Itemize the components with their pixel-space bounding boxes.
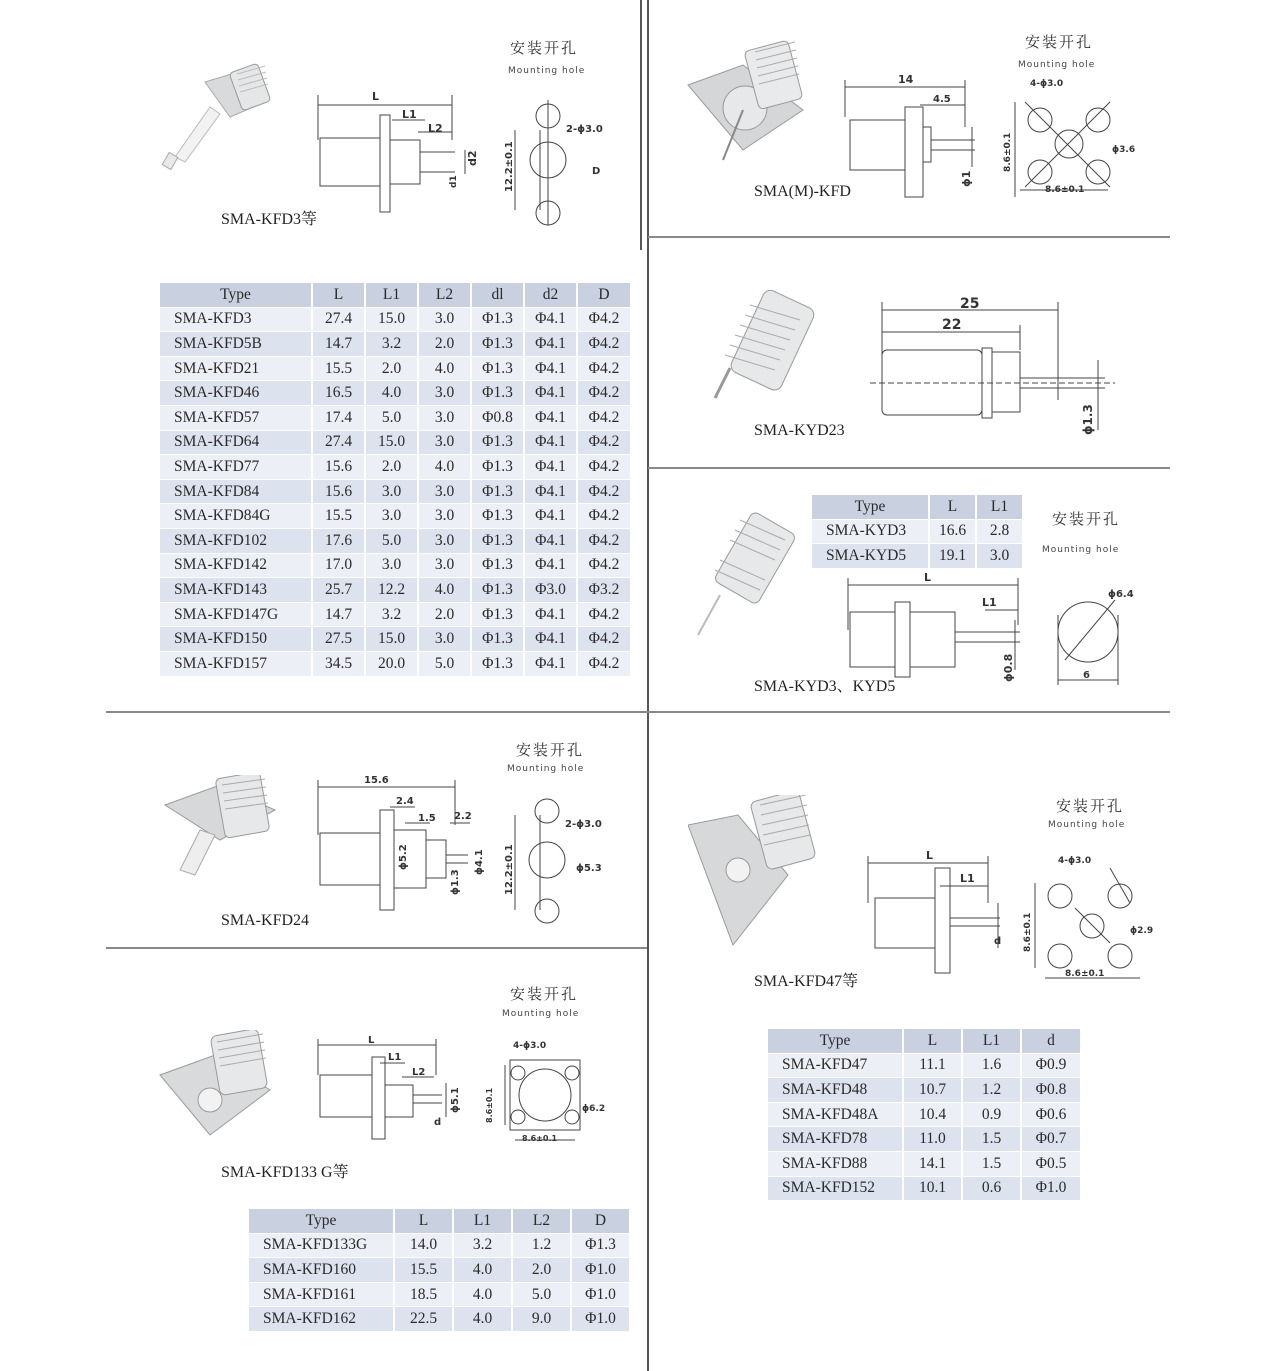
dim-horizontal: 8.6±0.1 <box>1045 185 1085 195</box>
divider-left-lower <box>106 947 647 949</box>
cell: 3.0 <box>366 553 419 578</box>
cell: Φ1.3 <box>472 307 525 332</box>
cell: Φ4.2 <box>578 503 632 528</box>
mount-hole-en-2: Mounting hole <box>1018 60 1096 70</box>
table-row <box>160 356 632 381</box>
dim-vertical: 8.6±0.1 <box>1003 132 1013 172</box>
col-type: Type <box>768 1029 904 1053</box>
mount-hole-cn-1: 安装开孔 <box>510 39 579 57</box>
connector-photo-mkfd <box>683 40 813 200</box>
table-row <box>160 430 632 455</box>
cell: 18.5 <box>395 1282 454 1307</box>
table-row <box>160 528 632 553</box>
col-d: D <box>578 283 632 307</box>
dim-flat: 6 <box>1083 670 1090 681</box>
cell: 5.0 <box>513 1282 572 1307</box>
mount-hole-cn-4: 安装开孔 <box>516 741 585 759</box>
col-type: Type <box>249 1209 395 1233</box>
col-type: Type <box>160 283 313 307</box>
dim-hole: 2-ϕ3.0 <box>565 819 602 830</box>
cell: Φ1.3 <box>572 1233 631 1258</box>
cell: 16.6 <box>930 519 977 544</box>
dim-center: ϕ2.9 <box>1130 926 1154 936</box>
dim-d52: ϕ5.2 <box>398 844 409 870</box>
connector-photo-kfd24 <box>160 775 280 890</box>
table-row <box>249 1282 631 1307</box>
cell: Φ1.3 <box>472 356 525 381</box>
table-kfd47 <box>768 1029 1082 1200</box>
table-row <box>768 1176 1082 1201</box>
cell: Φ4.1 <box>525 553 578 578</box>
cell: 3.0 <box>419 405 472 430</box>
cell: Φ4.1 <box>525 479 578 504</box>
cell: Φ0.8 <box>472 405 525 430</box>
vertical-divider-top-left <box>640 0 642 250</box>
table-row <box>160 380 632 405</box>
cell: 4.0 <box>419 454 472 479</box>
cell: 15.5 <box>313 356 366 381</box>
cell: Φ0.6 <box>1022 1102 1082 1127</box>
cell: 1.5 <box>963 1151 1022 1176</box>
mount-hole-cn-2: 安装开孔 <box>1025 33 1094 51</box>
cell: Φ1.3 <box>472 331 525 356</box>
drawing-kfd47 <box>860 848 1160 988</box>
cell: Φ4.2 <box>578 479 632 504</box>
dim-len: 25 <box>960 296 980 312</box>
table-row <box>768 1053 1082 1078</box>
cell: 14.7 <box>313 602 366 627</box>
cell: Φ4.2 <box>578 651 632 676</box>
cell: 4.0 <box>419 577 472 602</box>
table-row <box>768 1077 1082 1102</box>
dim-l: L <box>926 849 934 862</box>
cell: Φ1.3 <box>472 602 525 627</box>
cell: 20.0 <box>366 651 419 676</box>
cell: Φ1.3 <box>472 528 525 553</box>
cell: 2.0 <box>513 1257 572 1282</box>
dim-l2: L2 <box>412 1067 426 1078</box>
cell: 15.0 <box>366 626 419 651</box>
cell: Φ1.0 <box>572 1257 631 1282</box>
col-l: L <box>930 495 977 519</box>
cell: 11.0 <box>904 1126 963 1151</box>
dim-l1: L1 <box>982 596 997 609</box>
cell: 3.0 <box>419 479 472 504</box>
dim-horizontal: 8.6±0.1 <box>1065 969 1105 979</box>
cell: Φ4.2 <box>578 454 632 479</box>
cell: Φ4.1 <box>525 307 578 332</box>
cell: Φ3.0 <box>525 577 578 602</box>
cell: Φ4.2 <box>578 602 632 627</box>
dim-height: 12.2±0.1 <box>504 844 515 895</box>
cell: 2.8 <box>977 519 1024 544</box>
table-row <box>160 331 632 356</box>
cell: 1.5 <box>963 1126 1022 1151</box>
cell: SMA-KFD21 <box>160 356 313 381</box>
col-l2: L2 <box>419 283 472 307</box>
cell: 3.0 <box>419 528 472 553</box>
dim-dia: ϕ5.1 <box>450 1087 461 1113</box>
cell: 2.0 <box>419 331 472 356</box>
table-row <box>768 1102 1082 1127</box>
table-row <box>160 553 632 578</box>
drawing-kyd23 <box>870 290 1120 440</box>
dim-l: L <box>368 1035 375 1046</box>
col-l: L <box>904 1029 963 1053</box>
vertical-divider-main <box>647 0 649 1371</box>
cell: 3.0 <box>419 380 472 405</box>
cell: SMA-KFD143 <box>160 577 313 602</box>
col-d2: d2 <box>525 283 578 307</box>
cell: 12.2 <box>366 577 419 602</box>
col-d1: dl <box>472 283 525 307</box>
cell: SMA-KFD77 <box>160 454 313 479</box>
cell: Φ0.7 <box>1022 1126 1082 1151</box>
cell: 15.6 <box>313 479 366 504</box>
dim-part: 22 <box>942 317 962 333</box>
table-row <box>160 307 632 332</box>
table-row <box>160 651 632 676</box>
mount-hole-en-3: Mounting hole <box>1042 545 1120 555</box>
cell: 14.0 <box>395 1233 454 1258</box>
cell: SMA-KYD3 <box>812 519 930 544</box>
table-header <box>812 495 1024 519</box>
cell: SMA-KFD48A <box>768 1102 904 1127</box>
cell: SMA-KFD162 <box>249 1306 395 1331</box>
mount-hole-en-5: Mounting hole <box>1048 820 1126 830</box>
cell: 27.4 <box>313 430 366 455</box>
col-l1: L1 <box>366 283 419 307</box>
table-row <box>249 1233 631 1258</box>
cell: 4.0 <box>454 1282 513 1307</box>
dim-d: d <box>434 1117 442 1128</box>
col-l: L <box>395 1209 454 1233</box>
cell: Φ4.2 <box>578 380 632 405</box>
cell: 17.6 <box>313 528 366 553</box>
col-type: Type <box>812 495 930 519</box>
cell: Φ4.1 <box>525 405 578 430</box>
cell: Φ4.2 <box>578 430 632 455</box>
mount-hole-en-6: Mounting hole <box>502 1009 580 1019</box>
cell: 14.1 <box>904 1151 963 1176</box>
cell: 10.7 <box>904 1077 963 1102</box>
cell: SMA-KFD84 <box>160 479 313 504</box>
cell: SMA-KFD102 <box>160 528 313 553</box>
caption-kfd3: SMA-KFD3等 <box>221 211 318 228</box>
col-l1: L1 <box>977 495 1024 519</box>
cell: 1.2 <box>963 1077 1022 1102</box>
dim-d: ϕ5.3 <box>576 863 602 874</box>
cell: 17.4 <box>313 405 366 430</box>
cell: 5.0 <box>419 651 472 676</box>
drawing-kfd3 <box>300 80 630 220</box>
table-row <box>160 454 632 479</box>
dim-hole: ϕ6.4 <box>1108 589 1134 600</box>
caption-kyd23: SMA-KYD23 <box>754 422 845 439</box>
dim-a: 2.4 <box>396 796 414 807</box>
table-kfd3 <box>160 283 632 676</box>
cell: Φ1.3 <box>472 503 525 528</box>
connector-photo-kfd47 <box>688 795 828 965</box>
cell: SMA-KFD64 <box>160 430 313 455</box>
cell: SMA-KFD5B <box>160 331 313 356</box>
dim-l1: L1 <box>388 1052 402 1063</box>
cell: SMA-KFD157 <box>160 651 313 676</box>
divider-right-2 <box>648 467 1170 469</box>
drawing-kfd133 <box>310 1035 630 1155</box>
cell: 3.0 <box>419 307 472 332</box>
mount-hole-en-4: Mounting hole <box>507 764 585 774</box>
cell: Φ4.1 <box>525 626 578 651</box>
cell: Φ4.1 <box>525 331 578 356</box>
cell: SMA-KFD161 <box>249 1282 395 1307</box>
col-l1: L1 <box>454 1209 513 1233</box>
table-header <box>160 283 632 307</box>
cell: 15.5 <box>313 503 366 528</box>
table-row <box>768 1126 1082 1151</box>
cell: SMA-KFD84G <box>160 503 313 528</box>
cell: Φ1.3 <box>472 553 525 578</box>
cell: 15.0 <box>366 430 419 455</box>
cell: 3.0 <box>419 503 472 528</box>
dim-center: ϕ3.6 <box>1112 145 1136 155</box>
col-l: L <box>313 283 366 307</box>
cell: Φ4.1 <box>525 503 578 528</box>
dim-vertical: 8.6±0.1 <box>1023 912 1033 952</box>
dim-holes: 4-ϕ3.0 <box>1030 79 1064 89</box>
cell: Φ1.3 <box>472 479 525 504</box>
cell: 5.0 <box>366 528 419 553</box>
connector-photo-kfd3 <box>155 62 285 177</box>
cell: 34.5 <box>313 651 366 676</box>
col-d: d <box>1022 1029 1082 1053</box>
cell: 3.0 <box>366 503 419 528</box>
cell: 2.0 <box>419 602 472 627</box>
cell: SMA-KFD48 <box>768 1077 904 1102</box>
table-row <box>160 405 632 430</box>
cell: Φ4.1 <box>525 380 578 405</box>
dim-height: 12.2±0.1 <box>504 141 515 192</box>
cell: 15.0 <box>366 307 419 332</box>
cell: 4.0 <box>366 380 419 405</box>
dim-len: 14 <box>898 73 914 86</box>
cell: 0.9 <box>963 1102 1022 1127</box>
cell: 2.0 <box>366 356 419 381</box>
cell: Φ1.0 <box>572 1306 631 1331</box>
table-row <box>160 626 632 651</box>
cell: 4.0 <box>454 1306 513 1331</box>
cell: 3.0 <box>366 479 419 504</box>
caption-kfd47: SMA-KFD47等 <box>754 973 859 990</box>
caption-mkfd: SMA(M)-KFD <box>754 183 851 200</box>
table-header <box>768 1029 1082 1053</box>
connector-photo-kyd23 <box>705 290 825 405</box>
cell: Φ4.2 <box>578 528 632 553</box>
cell: Φ4.2 <box>578 356 632 381</box>
drawing-kfd24 <box>310 775 630 925</box>
table-kyd <box>812 495 1024 568</box>
cell: Φ4.1 <box>525 651 578 676</box>
dim-horizontal: 8.6±0.1 <box>522 1134 558 1143</box>
cell: SMA-KFD46 <box>160 380 313 405</box>
dim-l2: L2 <box>428 122 443 135</box>
cell: Φ0.8 <box>1022 1077 1082 1102</box>
mount-hole-cn-3: 安装开孔 <box>1052 510 1121 528</box>
cell: 3.2 <box>366 331 419 356</box>
cell: Φ1.3 <box>472 651 525 676</box>
mount-hole-en-1: Mounting hole <box>508 66 586 76</box>
dim-d: D <box>592 166 601 177</box>
cell: SMA-KFD3 <box>160 307 313 332</box>
cell: SMA-KFD57 <box>160 405 313 430</box>
connector-photo-kyd35 <box>690 510 810 640</box>
table-row <box>160 602 632 627</box>
dim-d2: d2 <box>466 150 479 166</box>
cell: 15.6 <box>313 454 366 479</box>
cell: 0.6 <box>963 1176 1022 1201</box>
cell: Φ1.0 <box>572 1282 631 1307</box>
cell: 3.2 <box>454 1233 513 1258</box>
dim-dia: ϕ1 <box>960 170 973 187</box>
cell: 3.0 <box>419 553 472 578</box>
cell: 22.5 <box>395 1306 454 1331</box>
cell: Φ0.9 <box>1022 1053 1082 1078</box>
table-row <box>160 577 632 602</box>
col-l1: L1 <box>963 1029 1022 1053</box>
cell: 27.5 <box>313 626 366 651</box>
mount-hole-cn-6: 安装开孔 <box>510 985 579 1003</box>
cell: Φ1.3 <box>472 430 525 455</box>
dim-hole: 2-ϕ3.0 <box>566 124 603 135</box>
cell: Φ4.2 <box>578 307 632 332</box>
table-row <box>768 1151 1082 1176</box>
dim-b: 1.5 <box>418 813 436 824</box>
cell: 3.0 <box>419 626 472 651</box>
dim-holes: 4-ϕ3.0 <box>513 1041 547 1051</box>
cell: Φ0.5 <box>1022 1151 1082 1176</box>
cell: Φ4.1 <box>525 356 578 381</box>
dim-center: ϕ6.2 <box>582 1104 606 1114</box>
dim-holes: 4-ϕ3.0 <box>1058 856 1092 866</box>
cell: SMA-KYD5 <box>812 543 930 568</box>
dim-l1: L1 <box>402 108 417 121</box>
cell: 11.1 <box>904 1053 963 1078</box>
dim-d13: ϕ1.3 <box>450 869 461 895</box>
table-row <box>160 503 632 528</box>
table-row <box>812 519 1024 544</box>
cell: SMA-KFD133G <box>249 1233 395 1258</box>
drawing-mkfd <box>840 72 1150 212</box>
dim-l: L <box>924 571 932 584</box>
table-row <box>812 543 1024 568</box>
cell: Φ4.1 <box>525 454 578 479</box>
cell: SMA-KFD147G <box>160 602 313 627</box>
table-row <box>249 1306 631 1331</box>
cell: 2.0 <box>366 454 419 479</box>
cell: 25.7 <box>313 577 366 602</box>
cell: 10.4 <box>904 1102 963 1127</box>
cell: SMA-KFD47 <box>768 1053 904 1078</box>
cell: 3.2 <box>366 602 419 627</box>
cell: SMA-KFD160 <box>249 1257 395 1282</box>
cell: 5.0 <box>366 405 419 430</box>
dim-c: 2.2 <box>454 811 472 822</box>
dim-part: 4.5 <box>933 94 951 105</box>
cell: Φ4.2 <box>578 405 632 430</box>
table-row <box>249 1257 631 1282</box>
cell: SMA-KFD152 <box>768 1176 904 1201</box>
cell: SMA-KFD78 <box>768 1126 904 1151</box>
cell: Φ1.3 <box>472 626 525 651</box>
cell: 16.5 <box>313 380 366 405</box>
cell: SMA-KFD88 <box>768 1151 904 1176</box>
cell: 10.1 <box>904 1176 963 1201</box>
cell: 1.6 <box>963 1053 1022 1078</box>
dim-l: L <box>372 90 380 103</box>
cell: 14.7 <box>313 331 366 356</box>
cell: Φ1.3 <box>472 577 525 602</box>
cell: Φ4.1 <box>525 430 578 455</box>
table-kfd133 <box>249 1209 631 1331</box>
cell: SMA-KFD142 <box>160 553 313 578</box>
cell: 15.5 <box>395 1257 454 1282</box>
cell: 1.2 <box>513 1233 572 1258</box>
dim-len: 15.6 <box>364 775 389 786</box>
dim-l1: L1 <box>960 872 975 885</box>
dim-dia: ϕ0.8 <box>1002 653 1015 682</box>
cell: Φ1.3 <box>472 380 525 405</box>
cell: 27.4 <box>313 307 366 332</box>
caption-kyd35: SMA-KYD3、KYD5 <box>754 678 896 695</box>
cell: Φ3.2 <box>578 577 632 602</box>
dim-d: d <box>994 936 1002 947</box>
cell: Φ1.0 <box>1022 1176 1082 1201</box>
cell: 3.0 <box>419 430 472 455</box>
col-d: D <box>572 1209 631 1233</box>
cell: 19.1 <box>930 543 977 568</box>
dim-d41: ϕ4.1 <box>474 849 485 875</box>
cell: SMA-KFD150 <box>160 626 313 651</box>
dim-dia: ϕ1.3 <box>1081 404 1095 435</box>
table-row <box>160 479 632 504</box>
cell: Φ1.3 <box>472 454 525 479</box>
caption-kfd133: SMA-KFD133 G等 <box>221 1164 349 1181</box>
col-l2: L2 <box>513 1209 572 1233</box>
cell: Φ4.1 <box>525 602 578 627</box>
cell: Φ4.2 <box>578 331 632 356</box>
cell: 4.0 <box>454 1257 513 1282</box>
connector-photo-kfd133 <box>155 1030 285 1150</box>
dim-d1: d1 <box>449 175 459 188</box>
cell: 4.0 <box>419 356 472 381</box>
divider-middle <box>106 711 1170 713</box>
divider-right-1 <box>648 236 1170 238</box>
cell: 9.0 <box>513 1306 572 1331</box>
caption-kfd24: SMA-KFD24 <box>221 912 310 929</box>
cell: 17.0 <box>313 553 366 578</box>
cell: Φ4.1 <box>525 528 578 553</box>
mount-hole-cn-5: 安装开孔 <box>1056 797 1125 815</box>
cell: 3.0 <box>977 543 1024 568</box>
dim-vertical: 8.6±0.1 <box>485 1087 494 1123</box>
cell: Φ4.2 <box>578 553 632 578</box>
table-header <box>249 1209 631 1233</box>
cell: Φ4.2 <box>578 626 632 651</box>
